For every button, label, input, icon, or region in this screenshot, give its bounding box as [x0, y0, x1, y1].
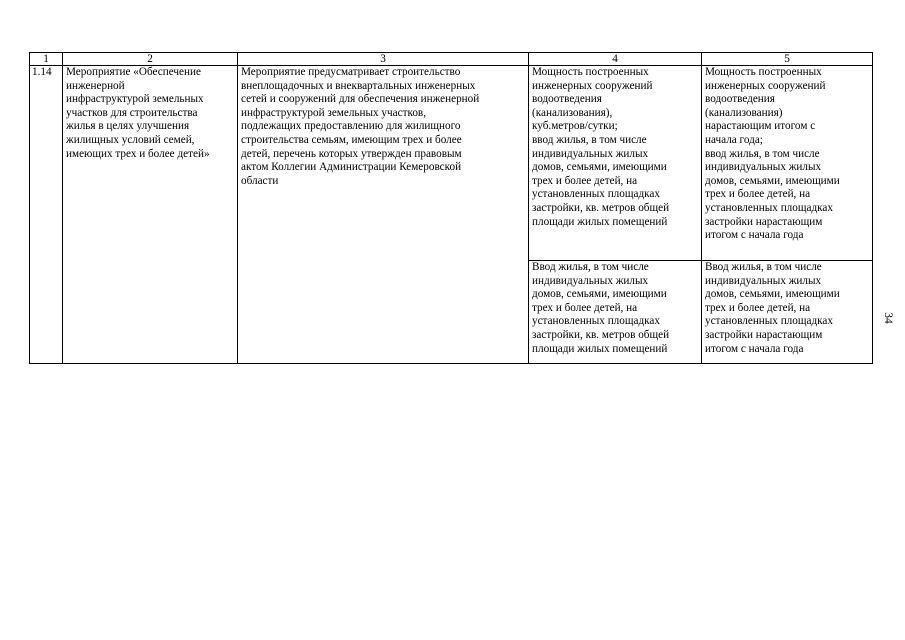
column-number-row	[30, 53, 873, 66]
column-number-2: 2	[63, 53, 238, 66]
event-name-cell: Мероприятие «Обеспечение инженерной инфраструктурой земельных участков для строительства жилья в целях улучшения жилищных условий семей, имеющих трех и более детей»	[63, 66, 238, 364]
table-row	[30, 66, 873, 261]
calculation-cell: Ввод жилья, в том числе индивидуальных жилых домов, семьями, имеющими трех и более детей, на установленных площадках застройки нарастающим итогом с начала года	[702, 261, 873, 364]
column-number-4: 4	[529, 53, 702, 66]
indicator-cell: Ввод жилья, в том числе индивидуальных жилых домов, семьями, имеющими трех и более детей, на установленных площадках застройки, кв. метров общей площади жилых помещений	[529, 261, 702, 364]
column-number-1: 1	[30, 53, 63, 66]
event-description-cell: Мероприятие предусматривает строительство внеплощадочных и внеквартальных инженерных сетей и сооружений для обеспечения инженерной инфраструктурой земельных участков, подлежащих предоставлению для жилищного строительства семьям, имеющим трех и более детей, перечень которых утвержден правовым актом Коллегии Администрации Кемеровской области	[238, 66, 529, 364]
column-number-5: 5	[702, 53, 873, 66]
indicator-cell: Мощность построенных инженерных сооружений водоотведения (канализования), куб.метров/сутки; ввод жилья, в том числе индивидуальных жилых домов, семьями, имеющими трех и более детей, на установленных площадках застройки, кв. метров общей площади жилых помещений	[529, 66, 702, 261]
calculation-cell: Мощность построенных инженерных сооружений водоотведения (канализования) нарастающим итогом с начала года; ввод жилья, в том числе индивидуальных жилых домов, семьями, имеющими трех и более детей, на установленных площадках застройки нарастающим итогом с начала года	[702, 66, 873, 261]
row-number-cell: 1.14	[30, 66, 63, 364]
column-number-3: 3	[238, 53, 529, 66]
page-number: 34	[882, 312, 894, 324]
program-table	[29, 52, 873, 364]
